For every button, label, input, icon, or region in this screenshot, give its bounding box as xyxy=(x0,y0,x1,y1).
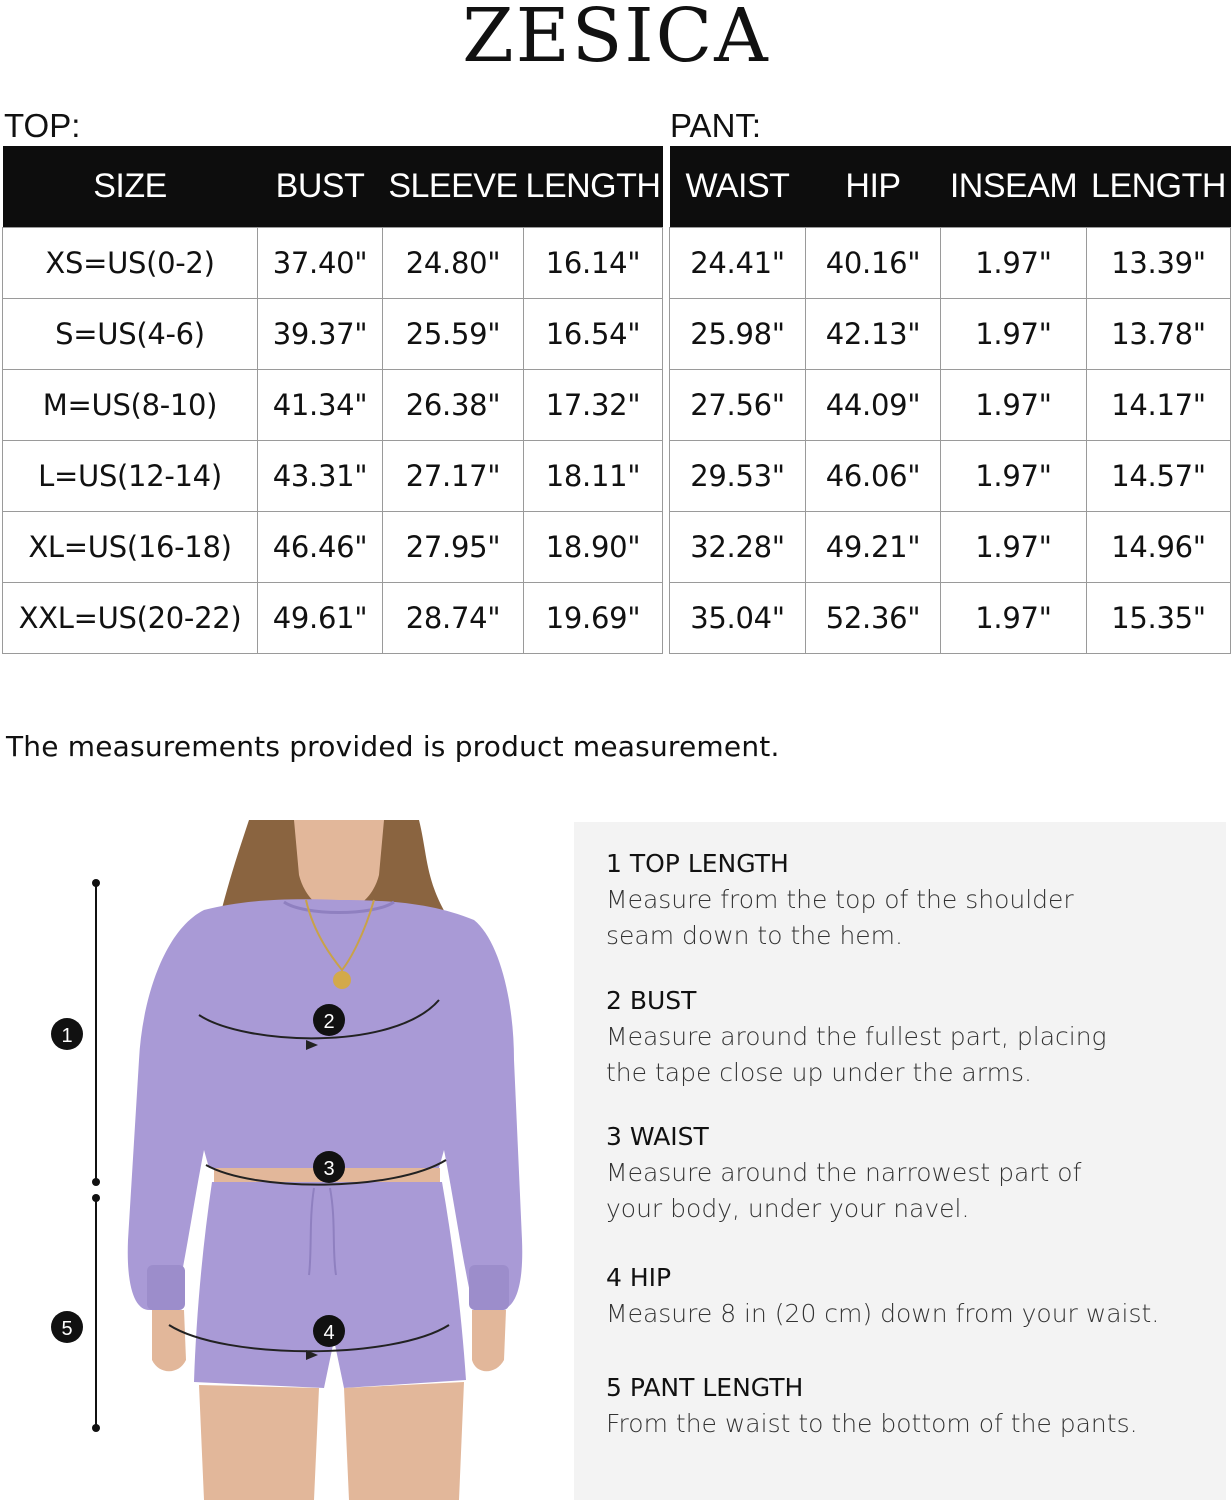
guide-desc: seam down to the hem. xyxy=(606,921,903,950)
waist-cell: 27.56" xyxy=(670,370,806,441)
guide-title: 1 TOP LENGTH xyxy=(606,849,789,878)
waist-cell: 25.98" xyxy=(670,299,806,370)
hip-cell: 52.36" xyxy=(806,583,941,654)
table-row xyxy=(3,370,663,441)
table-row xyxy=(670,228,1231,299)
guide-desc: Measure around the fullest part, placing xyxy=(606,1022,1107,1051)
sleeve-cell: 27.95" xyxy=(383,512,524,583)
sleeve-cell: 25.59" xyxy=(383,299,524,370)
guide-desc: your body, under your navel. xyxy=(606,1194,970,1223)
marker-5-label: 5 xyxy=(61,1318,73,1340)
table-row xyxy=(670,512,1231,583)
guide-desc: Measure 8 in (20 cm) down from your waist. xyxy=(606,1299,1160,1328)
measurement-note: The measurements provided is product measurement. xyxy=(6,730,780,763)
table-row xyxy=(3,228,663,299)
guide-title: 2 BUST xyxy=(606,986,697,1015)
size-cell: XL=US(16-18) xyxy=(3,512,258,583)
inseam-cell: 1.97" xyxy=(941,370,1087,441)
sleeve-cell: 27.17" xyxy=(383,441,524,512)
top-length-start xyxy=(92,879,100,887)
top-header-sleeve: SLEEVE xyxy=(383,146,524,228)
inseam-cell: 1.97" xyxy=(941,512,1087,583)
table-row xyxy=(670,370,1231,441)
hip-cell: 44.09" xyxy=(806,370,941,441)
top-size-table xyxy=(2,146,663,654)
length-cell: 13.39" xyxy=(1087,228,1231,299)
bust-cell: 37.40" xyxy=(258,228,383,299)
length-cell: 14.17" xyxy=(1087,370,1231,441)
pant-header-length: LENGTH xyxy=(1087,146,1231,228)
sleeve-cell: 28.74" xyxy=(383,583,524,654)
marker-1-icon xyxy=(51,1018,83,1050)
legs xyxy=(199,1382,464,1500)
marker-3-icon xyxy=(313,1151,345,1183)
top-section-label: TOP: xyxy=(4,107,81,144)
table-row xyxy=(3,441,663,512)
guide-item-waist xyxy=(606,1119,1216,1227)
top-header-bust: BUST xyxy=(258,146,383,228)
top-header-length: LENGTH xyxy=(524,146,663,228)
guide-item-pant-length xyxy=(606,1370,1216,1442)
guide-desc: Measure around the narrowest part of xyxy=(606,1158,1082,1187)
bust-cell: 46.46" xyxy=(258,512,383,583)
size-cell: M=US(8-10) xyxy=(3,370,258,441)
guide-title: 5 PANT LENGTH xyxy=(606,1373,804,1402)
length-cell: 18.11" xyxy=(524,441,663,512)
length-cell: 14.57" xyxy=(1087,441,1231,512)
size-cell: L=US(12-14) xyxy=(3,441,258,512)
hip-cell: 46.06" xyxy=(806,441,941,512)
hip-cell: 40.16" xyxy=(806,228,941,299)
marker-4-icon xyxy=(313,1315,345,1347)
sleeve-cell: 26.38" xyxy=(383,370,524,441)
pant-section-label: PANT: xyxy=(670,107,762,144)
top-header-size: SIZE xyxy=(3,146,258,228)
pant-header-waist: WAIST xyxy=(670,146,806,228)
size-cell: S=US(4-6) xyxy=(3,299,258,370)
pant-header-hip: HIP xyxy=(806,146,941,228)
length-cell: 13.78" xyxy=(1087,299,1231,370)
measurement-guide xyxy=(574,822,1226,1500)
table-row xyxy=(670,441,1231,512)
bust-cell: 43.31" xyxy=(258,441,383,512)
length-cell: 14.96" xyxy=(1087,512,1231,583)
waist-cell: 24.41" xyxy=(670,228,806,299)
inseam-cell: 1.97" xyxy=(941,441,1087,512)
table-row xyxy=(3,512,663,583)
marker-2-label: 2 xyxy=(323,1011,335,1033)
length-cell: 19.69" xyxy=(524,583,663,654)
top-length-end xyxy=(92,1178,100,1186)
right-cuff xyxy=(469,1265,509,1310)
pant-size-table xyxy=(669,146,1231,654)
pendant xyxy=(333,971,351,989)
guide-desc: From the waist to the bottom of the pants. xyxy=(606,1409,1138,1438)
brand-logo: ZESICA xyxy=(462,0,770,79)
top-header-row xyxy=(3,146,663,228)
length-cell: 16.54" xyxy=(524,299,663,370)
left-cuff xyxy=(147,1265,185,1310)
marker-1-label: 1 xyxy=(61,1025,73,1047)
guide-desc: the tape close up under the arms. xyxy=(606,1058,1032,1087)
shorts xyxy=(194,1182,466,1388)
table-row xyxy=(670,299,1231,370)
inseam-cell: 1.97" xyxy=(941,228,1087,299)
inseam-cell: 1.97" xyxy=(941,299,1087,370)
sleeve-cell: 24.80" xyxy=(383,228,524,299)
marker-5-icon xyxy=(51,1311,83,1343)
waist-cell: 29.53" xyxy=(670,441,806,512)
marker-3-label: 3 xyxy=(323,1158,335,1180)
bust-cell: 39.37" xyxy=(258,299,383,370)
right-hand xyxy=(472,1310,506,1371)
marker-4-label: 4 xyxy=(323,1322,335,1344)
guide-item-top-length xyxy=(606,846,1216,954)
marker-2-icon xyxy=(313,1004,345,1036)
pant-length-end xyxy=(92,1424,100,1432)
length-cell: 15.35" xyxy=(1087,583,1231,654)
bust-cell: 49.61" xyxy=(258,583,383,654)
length-cell: 18.90" xyxy=(524,512,663,583)
model-photo xyxy=(44,820,544,1500)
pant-header-row xyxy=(670,146,1231,228)
bust-cell: 41.34" xyxy=(258,370,383,441)
guide-desc: Measure from the top of the shoulder xyxy=(606,885,1074,914)
guide-item-bust xyxy=(606,983,1216,1091)
length-cell: 17.32" xyxy=(524,370,663,441)
table-row xyxy=(670,583,1231,654)
hip-cell: 42.13" xyxy=(806,299,941,370)
pant-length-start xyxy=(92,1194,100,1202)
guide-item-hip xyxy=(606,1260,1216,1332)
waist-cell: 32.28" xyxy=(670,512,806,583)
left-hand xyxy=(152,1310,186,1371)
pant-header-inseam: INSEAM xyxy=(941,146,1087,228)
hip-cell: 49.21" xyxy=(806,512,941,583)
waist-cell: 35.04" xyxy=(670,583,806,654)
size-cell: XXL=US(20-22) xyxy=(3,583,258,654)
guide-title: 3 WAIST xyxy=(606,1122,709,1151)
length-cell: 16.14" xyxy=(524,228,663,299)
size-cell: XS=US(0-2) xyxy=(3,228,258,299)
table-row xyxy=(3,583,663,654)
inseam-cell: 1.97" xyxy=(941,583,1087,654)
guide-title: 4 HIP xyxy=(606,1263,672,1292)
table-row xyxy=(3,299,663,370)
